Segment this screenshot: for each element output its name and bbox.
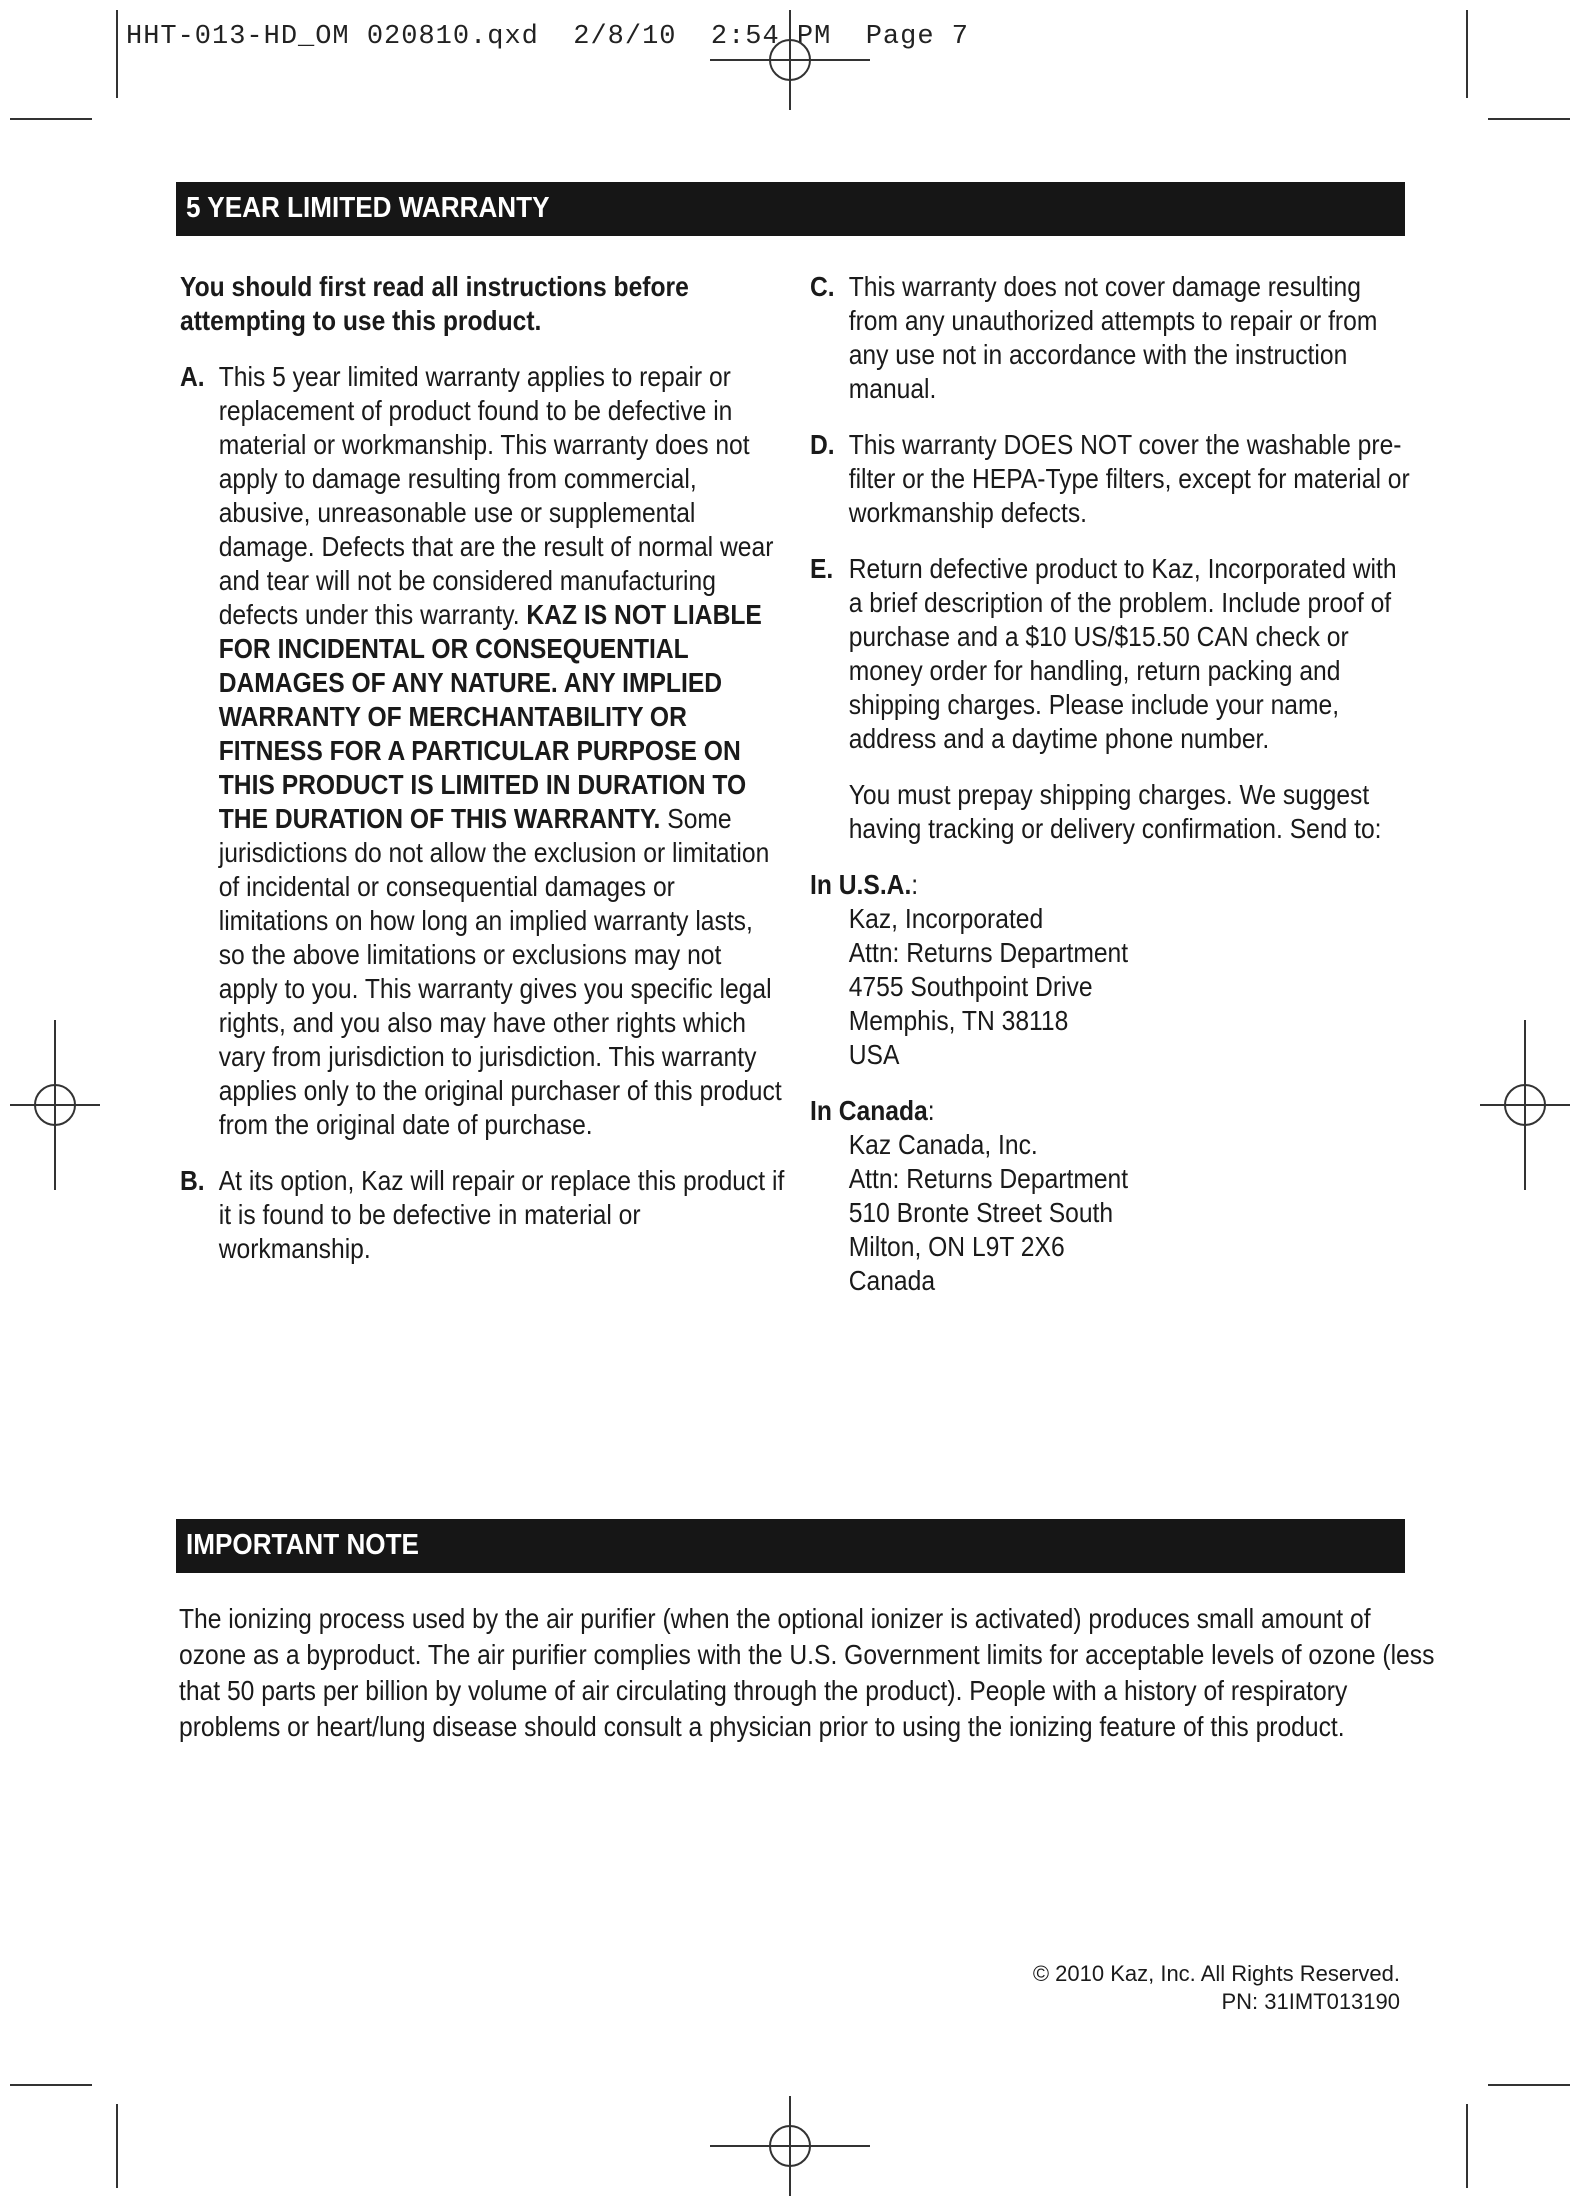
item-a-letter: A.	[180, 361, 205, 392]
warranty-lead: You should first read all instructions before attempting to use this product.	[180, 271, 689, 336]
warranty-right-column	[810, 270, 1410, 1320]
warranty-item-c	[810, 270, 1410, 406]
crop-mark-bottom-right-h	[1488, 2084, 1570, 2086]
usa-address-line: 4755 Southpoint Drive	[848, 971, 1093, 1002]
registration-mark-right-icon	[1480, 1020, 1570, 1190]
warranty-title: 5 YEAR LIMITED WARRANTY	[186, 192, 550, 224]
usa-address-block	[810, 868, 1410, 1072]
warranty-item-b	[180, 1164, 785, 1266]
warranty-left-column	[180, 270, 785, 1288]
copyright-text: © 2010 Kaz, Inc. All Rights Reserved.	[1032, 1961, 1400, 1986]
item-b-text: At its option, Kaz will repair or replace this product if it is found to be defective in material or workmanship.	[218, 1165, 785, 1264]
usa-colon: :	[911, 869, 919, 900]
usa-address-line: Attn: Returns Department	[848, 937, 1129, 968]
item-d-text: This warranty DOES NOT cover the washable pre-filter or the HEPA-Type filters, except for material or workmanship defects.	[848, 429, 1410, 528]
crop-mark-top-right-h	[1488, 118, 1570, 120]
warranty-header-bar	[176, 182, 1405, 236]
canada-address-line: 510 Bronte Street South	[848, 1197, 1114, 1228]
slug-page: Page 7	[865, 22, 969, 52]
crop-mark-bottom-left-h	[10, 2084, 92, 2086]
crop-mark-bottom-right-v	[1466, 2104, 1468, 2188]
crop-mark-top-left-v	[116, 10, 118, 98]
item-e-letter: E.	[810, 553, 834, 584]
slug-file: HHT-013-HD_OM 020810.qxd	[126, 22, 539, 52]
registration-mark-top-icon	[710, 10, 870, 110]
item-d-letter: D.	[810, 429, 835, 460]
crop-mark-bottom-left-v	[116, 2104, 118, 2188]
item-a-disclaimer: KAZ IS NOT LIABLE FOR INCIDENTAL OR CONSEQUENTIAL DAMAGES OF ANY NATURE. ANY IMPLIED WARRANTY OF MERCHANTABILITY OR FITNESS FOR A PARTICULAR PURPOSE ON THIS PRODUCT IS LIMITED IN DURATION TO THE DURATION OF THIS WARRANTY.	[218, 599, 762, 834]
slug-date: 2/8/10	[573, 22, 677, 52]
usa-label: In U.S.A.	[810, 869, 912, 900]
item-c-letter: C.	[810, 271, 835, 302]
warranty-item-e	[810, 552, 1410, 756]
item-e-text: Return defective product to Kaz, Incorporated with a brief description of the problem. Include proof of purchase and a $10 US/$15.50 CAN check or money order for handling, return packing and shipping charges. Please include your name, address and a daytime phone number.	[848, 553, 1397, 754]
canada-address-block	[810, 1094, 1410, 1298]
usa-address-line: USA	[848, 1039, 900, 1070]
prepay-instructions: You must prepay shipping charges. We suggest having tracking or delivery confirmation. Send to:	[848, 779, 1382, 844]
canada-address-line: Canada	[848, 1265, 936, 1296]
usa-address-line: Memphis, TN 38118	[848, 1005, 1069, 1036]
canada-address	[849, 1128, 1410, 1298]
warranty-item-a	[180, 360, 785, 1142]
registration-mark-left-icon	[10, 1020, 100, 1190]
item-a-text: This 5 year limited warranty applies to repair or replacement of product found to be defective in material or workmanship. This warranty does not apply to damage resulting from commercial, abusive, unreasonable use or supplemental damage. Defects that are the result of normal wear and tear will not be considered manufacturing defects under this warranty.	[218, 361, 774, 630]
canada-label: In Canada	[810, 1095, 928, 1126]
canada-colon: :	[927, 1095, 935, 1126]
note-body	[179, 1601, 1439, 1745]
note-title: IMPORTANT NOTE	[186, 1529, 419, 1561]
item-a-rest: Some jurisdictions do not allow the exclusion or limitation of incidental or consequential damages or limitations on how long an implied warranty lasts, so the above limitations or exclusions may not apply to you. This warranty gives you specific legal rights, and you also may have other rights which vary from jurisdiction to jurisdiction. This warranty applies only to the original purchaser of this product from the original date of purchase.	[218, 803, 782, 1140]
crop-mark-top-left-h	[10, 118, 92, 120]
note-text: The ionizing process used by the air purifier (when the optional ionizer is activated) produces small amount of ozone as a byproduct. The air purifier complies with the U.S. Government limits for acceptable levels of ozone (less that 50 parts per billion by volume of air circulating through the product). People with a history of respiratory problems or heart/lung disease should consult a physician prior to using the ionizing feature of this product.	[179, 1603, 1435, 1742]
canada-address-line: Milton, ON L9T 2X6	[848, 1231, 1065, 1262]
page-footer	[1033, 1960, 1400, 2016]
part-number: PN: 31IMT013190	[1221, 1989, 1400, 2014]
usa-address	[849, 902, 1410, 1072]
crop-mark-top-right-v	[1466, 10, 1468, 98]
usa-address-line: Kaz, Incorporated	[848, 903, 1044, 934]
registration-mark-bottom-icon	[710, 2096, 870, 2196]
item-c-text: This warranty does not cover damage resulting from any unauthorized attempts to repair or from any use not in accordance with the instruction manual.	[848, 271, 1378, 404]
note-header-bar	[176, 1519, 1405, 1573]
slug-time: 2:54 PM	[710, 22, 832, 52]
warranty-item-d	[810, 428, 1410, 530]
item-b-letter: B.	[180, 1165, 205, 1196]
canada-address-line: Kaz Canada, Inc.	[848, 1129, 1038, 1160]
canada-address-line: Attn: Returns Department	[848, 1163, 1129, 1194]
